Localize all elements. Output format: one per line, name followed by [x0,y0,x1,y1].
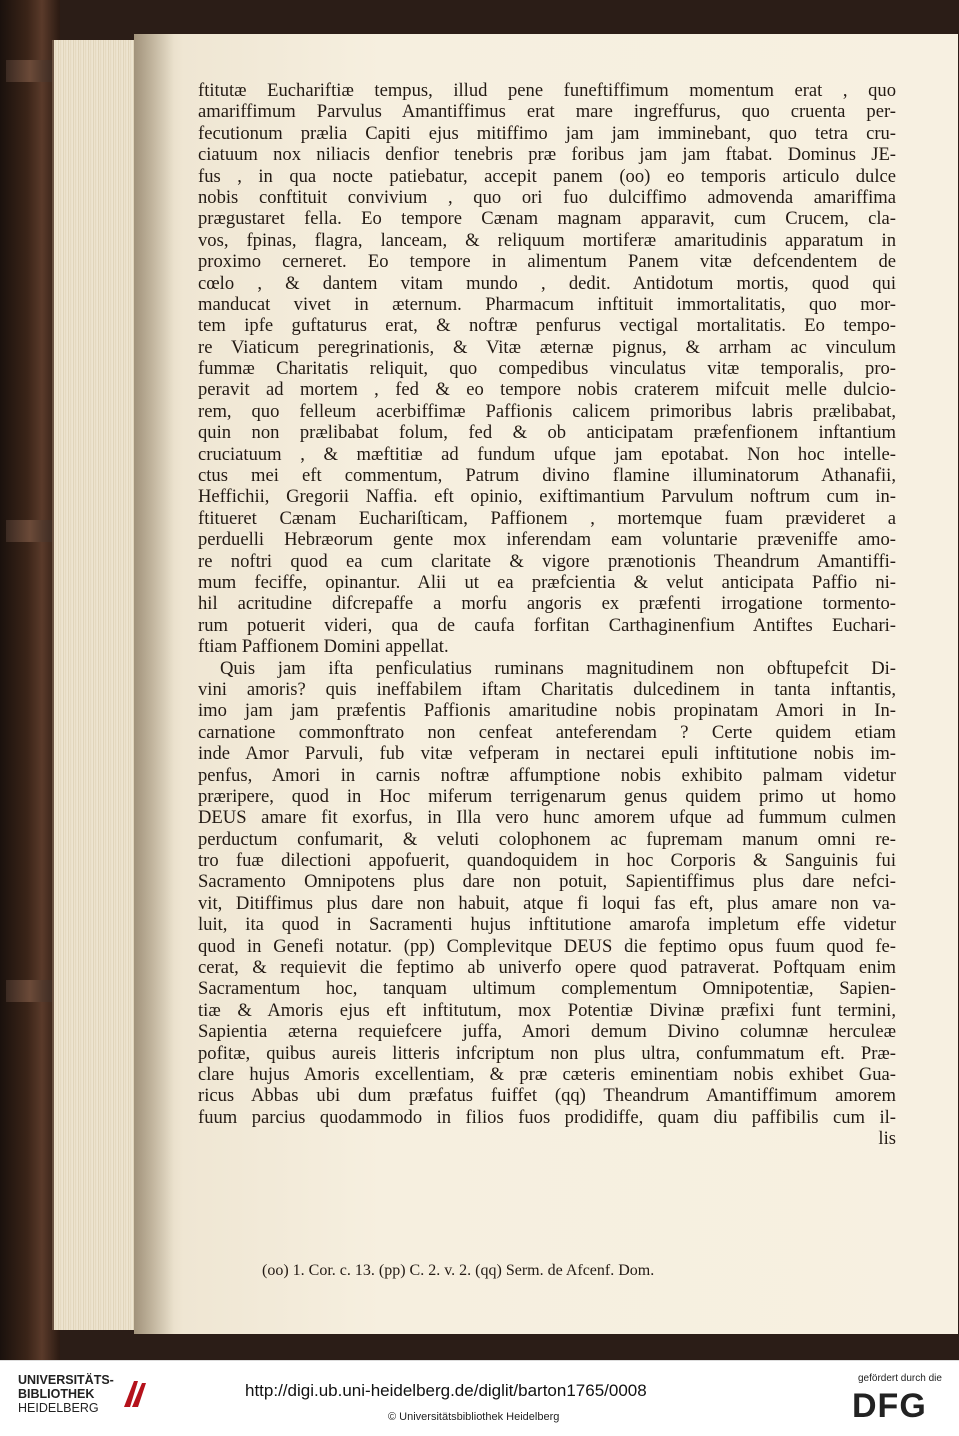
text-line: cruciatuum , & mæftitiæ ad fundum ufque jam epotabat. Non hoc intelle- [198,443,896,465]
viewer-footer [0,1360,959,1436]
page-body-text [198,80,896,1150]
text-line: fus , in qua nocte patiebatur, accepit panem (oo) eo temporis articulo dulce [198,165,896,187]
text-line: rum potuerit videri, qua de caufa forfitan Carthaginenfium Antiftes Euchari- [198,614,896,636]
text-line: Heffichii, Gregorii Naffia. eft opinio, exiftimantium Parvulum noftrum cum in- [198,486,896,508]
text-line: cœlo , & dantem vitam mundo , dedit. Antidotum mortis, quod qui [198,272,896,294]
text-line: vit, Ditiffimus plus dare non habuit, atque fi loqui fas eft, plus amare non va- [198,892,896,914]
text-line: ftiam Paffionem Domini appellat. [198,636,449,658]
text-line: pofitæ, quibus aureis litteris infcriptum non plus ultra, confummatum eft. Præ- [198,1042,896,1064]
text-line: inde Amor Parvuli, fub vitæ vefperam in nectarei epuli inftitutione nobis im- [198,743,896,765]
gutter-shadow [134,34,174,1334]
text-line: re Viaticum peregrinationis, & Vitæ æternæ pignus, & arrham ac vinculum [198,336,896,358]
text-line: Quis jam ifta penficulatius ruminans magnitudinem non obftupefcit Di- [220,657,896,679]
text-line: Sacramento Omnipotens plus dare non potuit, Sapientiffimus plus dare nefci- [198,871,896,893]
text-line: vini amoris? quis ineffabilem iftam Charitatis dulcedinem in tanta inftantis, [198,678,896,700]
spine-band [6,520,54,542]
text-line: proximo cerneret. Eo tempore in alimentum Panem vitæ defcendentem de [198,251,896,273]
text-line: præripere, quod in Hoc miferum terrigenarum genus quidem primo ut homo [198,785,896,807]
text-line: fecutionum prælia Capiti ejus mitiffimo jam jam imminebant, quo tetra cru- [198,122,896,144]
text-line: quin non prælibabat folum, fed & ob anticipatam præfenfionem inftantium [198,422,896,444]
text-line: fummæ Charitatis reliquit, quo compedibus vinculatus vitæ temporalis, pro- [198,358,896,380]
text-line: imo jam jam præfentis Paffionis amaritudine nobis propinatam Amori in In- [198,700,896,722]
text-line: quod in Genefi notatur. (pp) Complevitque DEUS die feptimo opus fuum quod fe- [198,935,896,957]
library-name-line2: BIBLIOTHEK [18,1387,95,1401]
text-line: lis [878,1128,896,1150]
text-line: prægustaret fella. Eo tempore Cænam magnam apparavit, cum Crucem, cla- [198,208,896,230]
page-edges [52,40,144,1330]
text-line: clare hujus Amoris excellentiam, & præ cæteris eminentiam nobis exhibet Gua- [198,1063,896,1085]
text-line: luit, ita quod in Sacramenti hujus inftitutione amarofa impletum effe videtur [198,914,896,936]
library-logo-icon [120,1377,150,1411]
text-line: peravit ad mortem , fed & eo tempore nobis craterem mifcuit melle dulcio- [198,379,896,401]
text-line: manducat vivet in æternum. Pharmacum inftituit immortalitatis, quo mor- [198,293,896,315]
text-line: ricus Abbas ubi dum præfatus fuiffet (qq) Theandrum Amantiffimum amorem [198,1085,896,1107]
library-name-line1: UNIVERSITÄTS- [18,1373,114,1387]
text-line: cerat, & requievit die feptimo ab univerfo opere quod patraverat. Poftquam enim [198,957,896,979]
text-line: carnatione commonftrato non cenfeat anteferendam ? Certe quidem etiam [198,721,896,743]
text-line: rem, quo felleum acerbiffimæ Paffionis calicem primoribus labris prælibabat, [198,400,896,422]
copyright-notice: © Universitätsbibliothek Heidelberg [388,1411,560,1423]
text-line: penfus, Amori in carnis noftræ affumptione nobis exhibito palmam videtur [198,764,896,786]
text-line: hil acritudine difcrepaffe a morfu angoris ex præfenti irrogatione tormento- [198,593,896,615]
text-line: perductum confumarit, & veluti colophonem ac fupremam manum omni re- [198,828,896,850]
funding-label: gefördert durch die [858,1373,942,1384]
text-line: Sapientia æterna requiefcere juffa, Amori demum Divino columnæ herculeæ [198,1021,896,1043]
book-spine [0,0,60,1360]
text-line: ftitueret Cænam Euchariſticam, Paffionem , mortemque fuam prævideret a [198,507,896,529]
library-name-line3: HEIDELBERG [18,1401,99,1415]
text-line: vos, fpinas, flagra, lanceam, & reliquum mortiferæ amaritudinis apparatum in [198,229,896,251]
text-line: perduelli Hebræorum gente mox inferendam eam voluntarie præveniffe amo- [198,529,896,551]
spine-band [6,60,54,82]
text-line: nobis conftituit convivium , quo ori fuo dulciffimo admovenda amariffima [198,186,896,208]
text-line: re noftri quod ea cum claritate & vigore prænotionis Theandrum Amantiffi- [198,550,896,572]
text-line: DEUS amare fit exorfus, in Illa vero hunc amorem ufque ad fummum culmen [198,807,896,829]
page-permalink[interactable]: http://digi.ub.uni-heidelberg.de/diglit/barton1765/0008 [245,1381,647,1400]
text-line: Sacramentum hoc, tanquam ultimum complementum Omnipotentiæ, Sapien- [198,978,896,1000]
text-line: fuum parcius quodammodo in filios fuos prodidiffe, quam diu paffibilis cum il- [198,1106,896,1128]
text-line: ftitutæ Euchariftiæ tempus, illud pene funeftiffimum momentum erat , quo [198,80,896,101]
text-line: mum feciffe, opinantur. Alii ut ea præfcientia & velut anticipata Paffio ni- [198,571,896,593]
footnote-line: (oo) 1. Cor. c. 13. (pp) C. 2. v. 2. (qq) Serm. de Afcenf. Dom. [262,1262,655,1279]
text-line: tem ipfe guftaturus erat, & noftræ penfurus vectigal mortalitatis. Eo tempo- [198,315,896,337]
spine-band [6,980,54,1002]
text-line: tiæ & Amoris ejus eft inftitutum, mox Potentiæ Divinæ præfixi funt termini, [198,999,896,1021]
dfg-logo: DFG [852,1387,927,1425]
text-line: ciatuum nox niliacis denfior tenebris præ foribus jam jam ftabat. Dominus JE- [198,144,896,166]
text-line: amariffimum Parvulus Amantiffimus erat mare ingreffurus, quo cruenta per- [198,101,896,123]
text-line: ctus mei eft commentum, Patrum divino flamine illuminatorum Athanafii, [198,465,896,487]
text-line: tro fuæ dilectioni appofuerit, quandoquidem in hoc Corporis & Sanguinis fui [198,850,896,872]
library-logo-text [18,1373,114,1415]
